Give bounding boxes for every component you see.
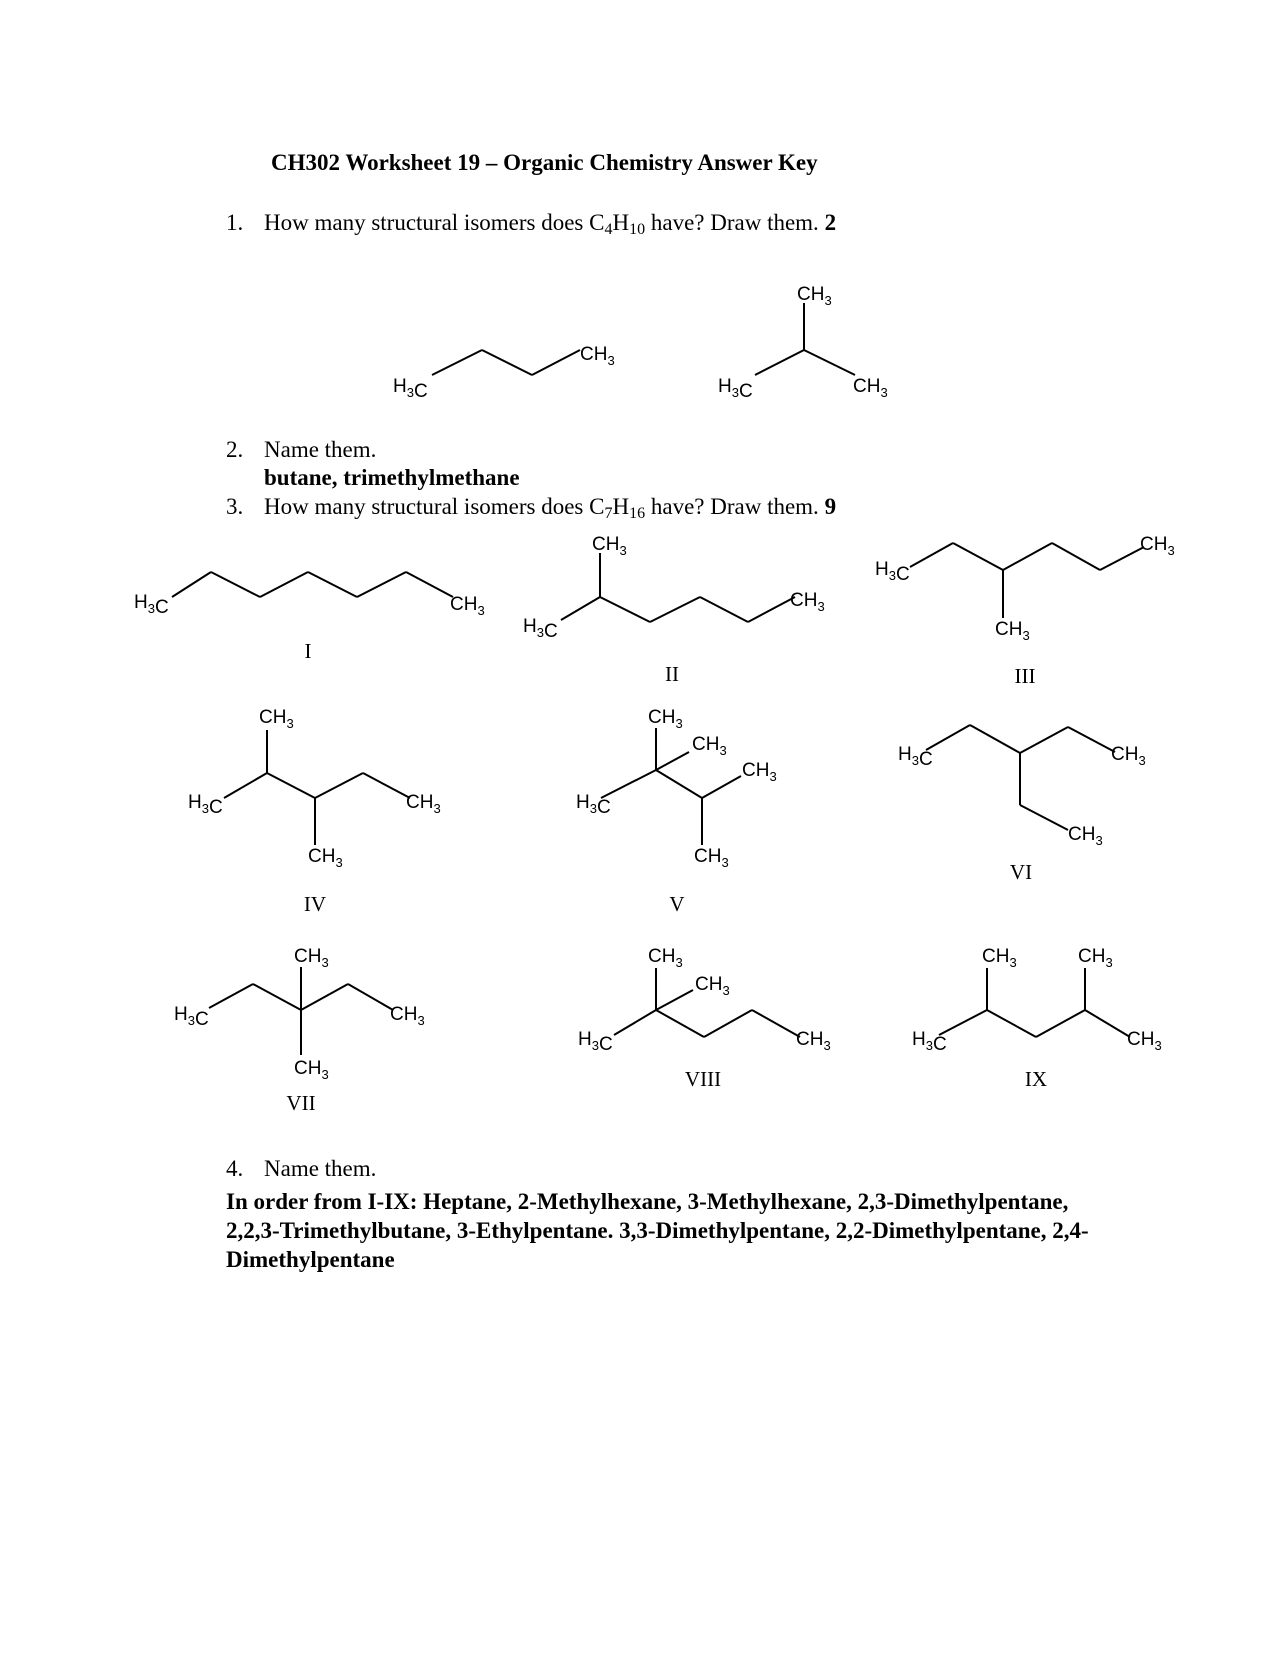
group-label: $CH_3$ xyxy=(695,974,730,998)
group-label: $H_3C$ xyxy=(174,1004,209,1030)
structure-label: I xyxy=(304,639,312,663)
group-label: $CH_3$ xyxy=(1140,534,1175,558)
group-label: $H_3C$ xyxy=(875,559,910,585)
bond-line xyxy=(656,752,689,770)
bond-line xyxy=(209,984,253,1008)
structure-label: VI xyxy=(1009,860,1033,884)
question-3: 3. How many structural isomers does $C_7H_{16}$ have? Draw them. 9 xyxy=(226,494,837,522)
bond-line xyxy=(1036,1010,1085,1037)
group-label: $CH_3$ xyxy=(308,846,343,870)
bond-line xyxy=(926,725,970,750)
bond-line xyxy=(561,597,600,620)
group-label: $CH_3$ xyxy=(648,707,683,731)
group-label: $H_3C$ xyxy=(134,592,169,618)
bond-line xyxy=(315,773,363,798)
group-label: $H_3C$ xyxy=(898,744,933,770)
group-label: $CH_3$ xyxy=(995,619,1030,643)
bond-line xyxy=(704,1010,752,1037)
structure-label: IV xyxy=(303,892,327,916)
bond-line xyxy=(532,350,580,375)
bond-line xyxy=(301,984,348,1010)
bond-line xyxy=(253,984,301,1010)
bond-line xyxy=(600,597,650,622)
group-label: $H_3C$ xyxy=(188,792,223,818)
bond-line xyxy=(601,770,656,798)
group-label: $H_3C$ xyxy=(576,792,611,818)
group-label: $CH_3$ xyxy=(294,1058,329,1082)
bond-line xyxy=(953,543,1003,570)
structure-label: VII xyxy=(286,1091,316,1115)
question-2: 2. Name them. xyxy=(226,437,377,462)
group-label: $CH_3$ xyxy=(742,760,777,784)
bond-line xyxy=(1052,543,1100,570)
group-label: $H_3C$ xyxy=(718,376,753,402)
bond-line xyxy=(804,350,855,375)
structure-label: IX xyxy=(1024,1067,1048,1091)
group-label: $CH_3$ xyxy=(790,590,825,614)
question-1: 1. How many structural isomers does $C_4H_{10}$ have? Draw them. 2 xyxy=(226,210,837,238)
answer-3: 9 xyxy=(824,494,837,519)
bond-line xyxy=(700,597,748,622)
bond-line xyxy=(211,572,260,597)
bond-line xyxy=(752,1010,800,1037)
bond-line xyxy=(987,1010,1036,1037)
bond-line xyxy=(308,572,357,597)
answer-2: butane, trimethylmethane xyxy=(264,465,520,490)
bond-line xyxy=(1100,547,1144,570)
bond-line xyxy=(748,597,795,622)
bond-line xyxy=(910,543,953,567)
question-4: 4. Name them. xyxy=(226,1156,377,1181)
page-title: CH302 Worksheet 19 – Organic Chemistry Answer Key xyxy=(271,150,818,175)
bond-line xyxy=(1020,727,1068,753)
bond-line xyxy=(267,773,315,798)
group-label: $CH_3$ xyxy=(1111,744,1146,768)
group-label: $CH_3$ xyxy=(406,792,441,816)
bond-line xyxy=(1085,1010,1130,1037)
group-label: $CH_3$ xyxy=(580,344,615,368)
group-label: $CH_3$ xyxy=(796,1029,831,1053)
bond-line xyxy=(970,725,1020,753)
bond-line xyxy=(1068,727,1115,752)
bond-line xyxy=(656,1010,704,1037)
group-label: $H_3C$ xyxy=(912,1029,947,1055)
group-label: $CH_3$ xyxy=(1078,946,1113,970)
group-label: $CH_3$ xyxy=(1068,824,1103,848)
structure-label: II xyxy=(665,662,679,686)
bond-line xyxy=(224,773,267,798)
answer-4: In order from I-IX: Heptane, 2-Methylhexane, 3-Methylhexane, 2,3-Dimethylpentane, 2,2,3-Trimethylbutane, 3-Ethylpentane. 3,3-Dimethylpentane, 2,2-Dimethylpentane, 2,4-Dimethylpentane xyxy=(226,1189,1089,1272)
group-label: $CH_3$ xyxy=(592,534,627,558)
group-label: $H_3C$ xyxy=(393,376,428,402)
structure-label: V xyxy=(669,892,685,916)
bond-line xyxy=(172,572,211,597)
bond-line xyxy=(1003,543,1052,570)
bond-line xyxy=(348,984,393,1010)
group-label: $CH_3$ xyxy=(692,734,727,758)
bond-line xyxy=(650,597,700,622)
bond-line xyxy=(432,350,482,375)
bond-line xyxy=(656,770,702,798)
bond-line xyxy=(260,572,308,597)
group-label: $H_3C$ xyxy=(523,616,558,642)
bond-line xyxy=(363,773,410,798)
group-label: $CH_3$ xyxy=(294,946,329,970)
group-label: $CH_3$ xyxy=(982,946,1017,970)
bond-line xyxy=(755,350,804,375)
group-label: $CH_3$ xyxy=(694,846,729,870)
group-label: $CH_3$ xyxy=(1127,1029,1162,1053)
bond-line xyxy=(939,1010,987,1035)
group-label: $CH_3$ xyxy=(853,376,888,400)
bond-line xyxy=(482,350,532,375)
group-label: $CH_3$ xyxy=(797,284,832,308)
group-label: $CH_3$ xyxy=(390,1004,425,1028)
group-label: $CH_3$ xyxy=(648,946,683,970)
bond-line xyxy=(702,776,741,798)
group-label: $CH_3$ xyxy=(259,707,294,731)
group-label: $H_3C$ xyxy=(578,1029,613,1055)
bond-line xyxy=(406,572,453,597)
bond-line xyxy=(614,1010,656,1035)
bond-line xyxy=(1020,805,1068,830)
structure-label: VIII xyxy=(684,1067,722,1091)
bond-line xyxy=(656,990,693,1010)
structure-label: III xyxy=(1014,664,1036,688)
group-label: $CH_3$ xyxy=(450,594,485,618)
answer-1: 2 xyxy=(824,210,837,235)
bond-line xyxy=(357,572,406,597)
